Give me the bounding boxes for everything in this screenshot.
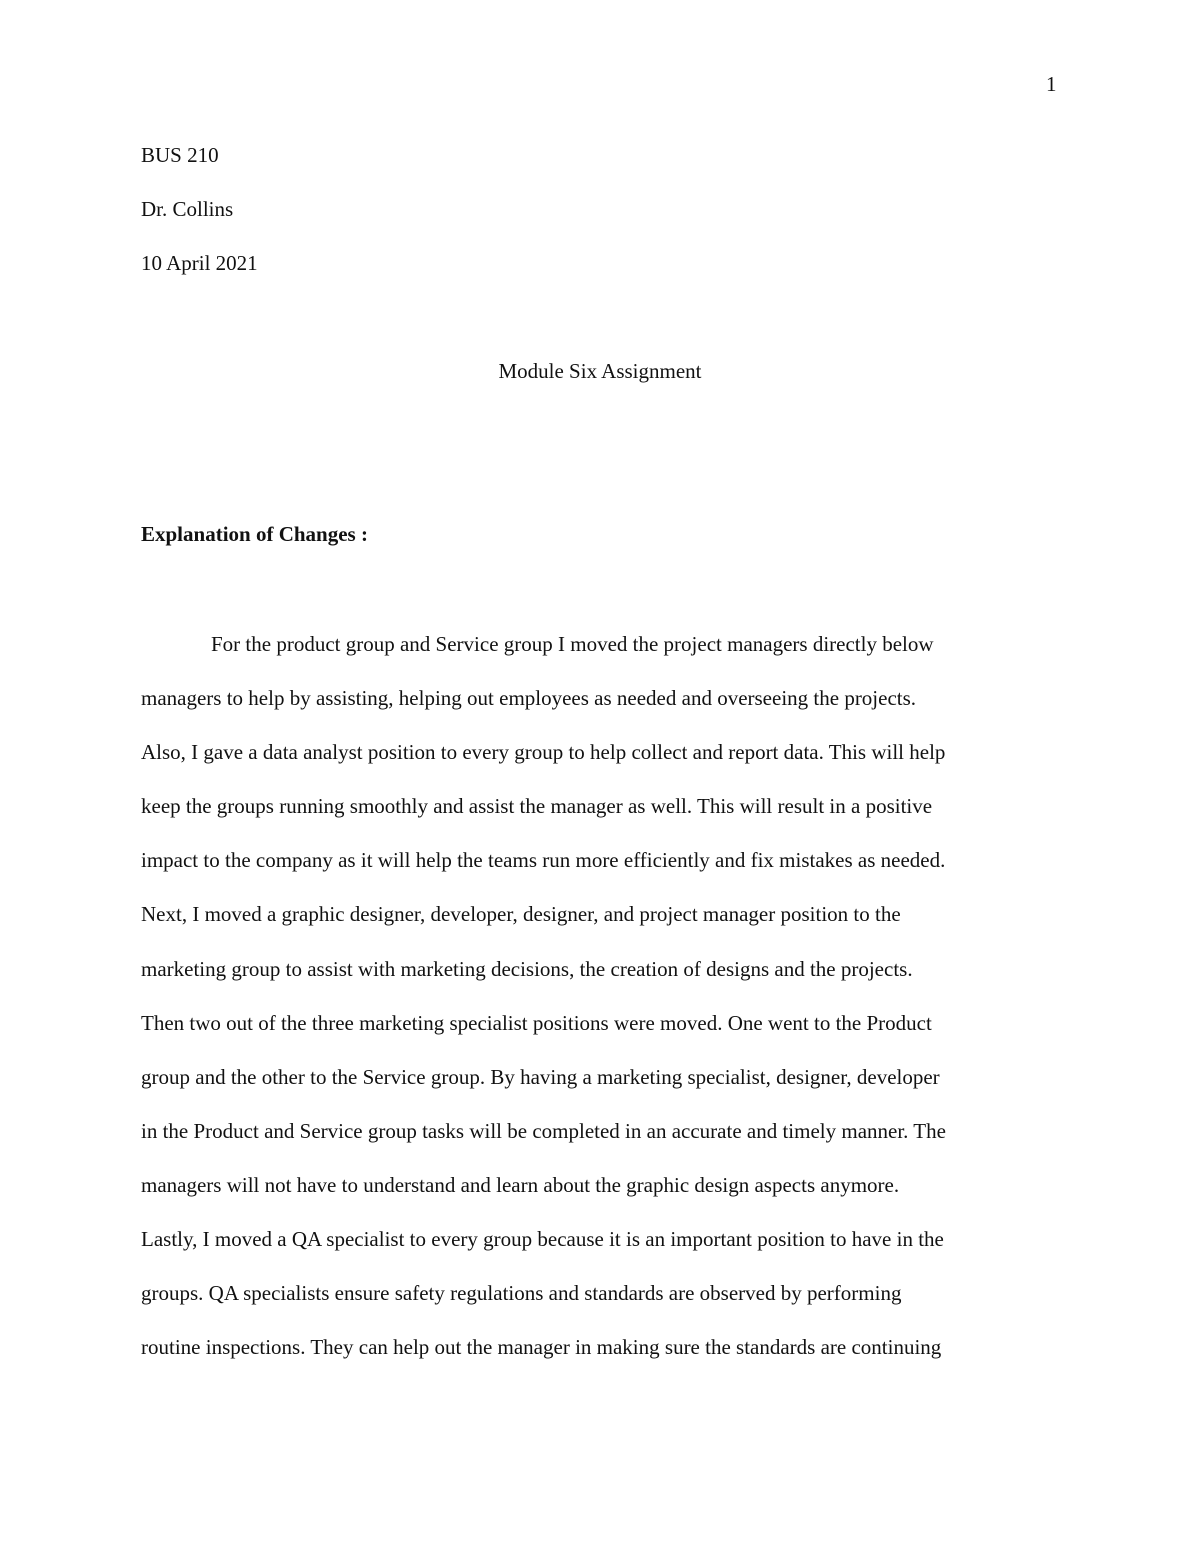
instructor-name: Dr. Collins [141, 197, 234, 221]
course-name: BUS 210 [141, 143, 219, 167]
document-title: Module Six Assignment [498, 359, 702, 383]
body-paragraph [141, 630, 1046, 1387]
body-line: routine inspections. They can help out the manager in making sure the standards are continuing [141, 1335, 942, 1360]
document-date: 10 April 2021 [141, 251, 258, 275]
body-line: Then two out of the three marketing specialist positions were moved. One went to the Product [141, 1010, 932, 1035]
body-line: Also, I gave a data analyst position to every group to help collect and report data. This will help [141, 740, 946, 765]
section-heading: Explanation of Changes : [141, 522, 368, 546]
body-line: managers will not have to understand and learn about the graphic design aspects anymore. [141, 1172, 900, 1197]
body-line: keep the groups running smoothly and assist the manager as well. This will result in a positive [141, 794, 933, 819]
page-number: 1 [1046, 72, 1057, 96]
body-line: marketing group to assist with marketing decisions, the creation of designs and the projects. [141, 956, 913, 981]
body-line: group and the other to the Service group. By having a marketing specialist, designer, developer [141, 1064, 940, 1089]
body-line: For the product group and Service group I moved the project managers directly below [211, 632, 934, 656]
body-line: impact to the company as it will help the teams run more efficiently and fix mistakes as needed. [141, 848, 946, 873]
body-line: Lastly, I moved a QA specialist to every group because it is an important position to have in the [141, 1227, 944, 1252]
body-line: Next, I moved a graphic designer, developer, designer, and project manager position to the [141, 902, 901, 927]
body-line: managers to help by assisting, helping out employees as needed and overseeing the projects. [141, 686, 917, 711]
body-line: in the Product and Service group tasks will be completed in an accurate and timely manner. The [141, 1118, 946, 1143]
body-line: groups. QA specialists ensure safety regulations and standards are observed by performing [141, 1281, 902, 1306]
